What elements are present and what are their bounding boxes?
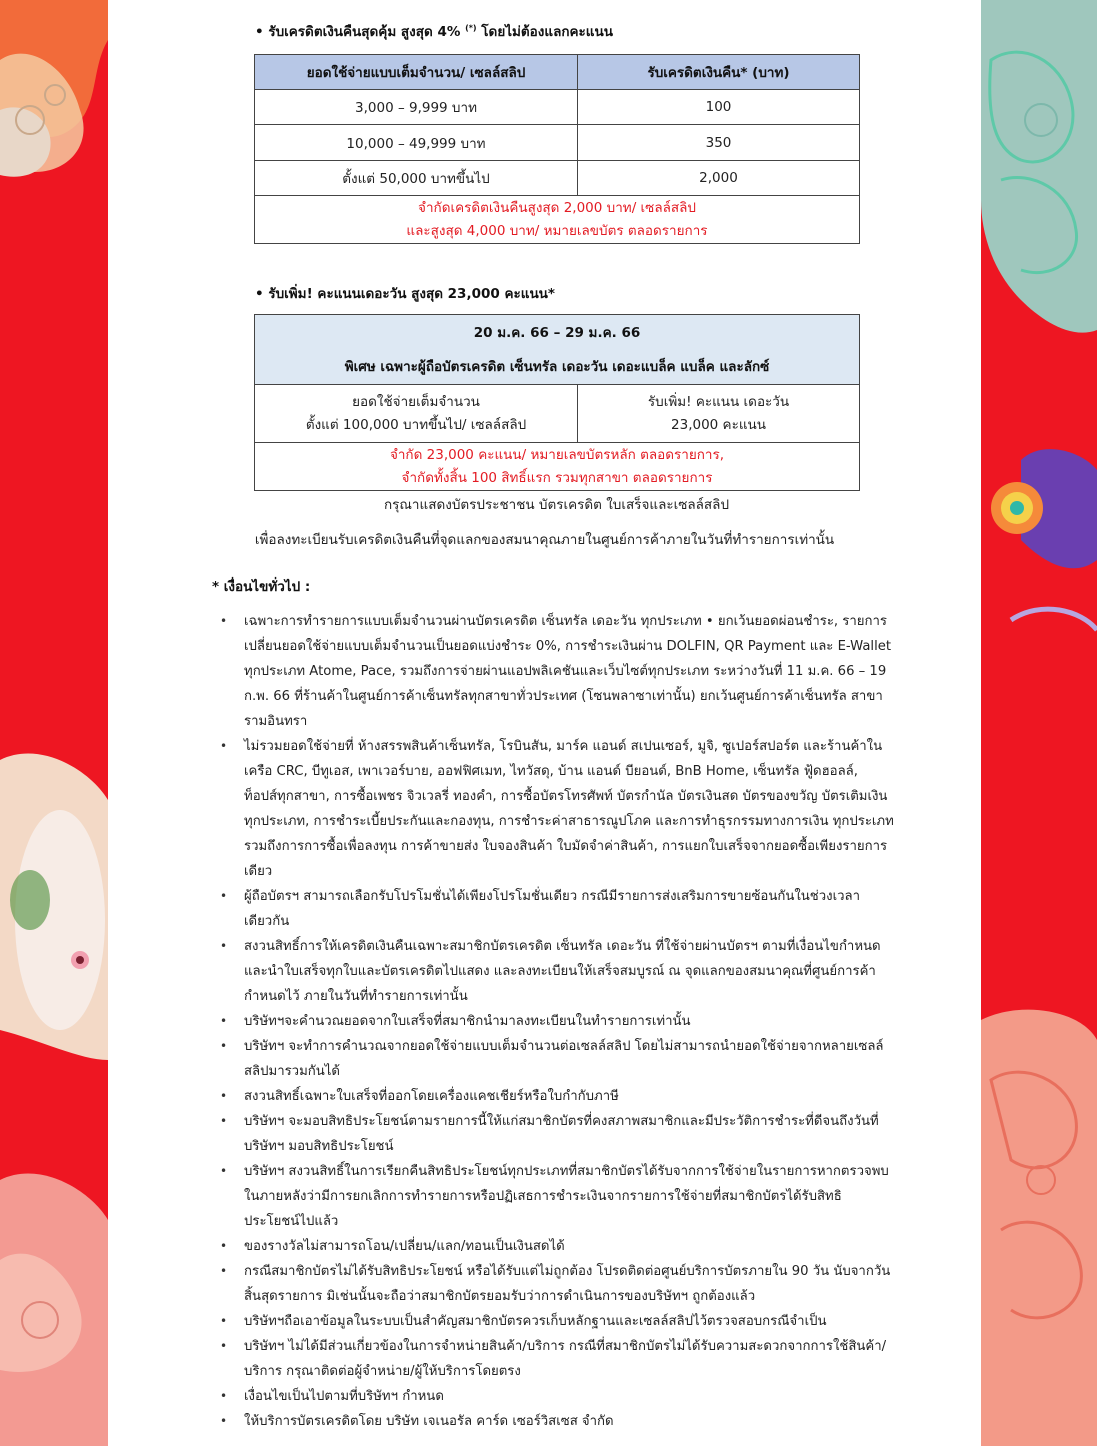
list-item: • บริษัทฯจะคำนวณยอดจากใบเสร็จที่สมาชิกนำมาลงทะเบียนในทำรายการเท่านั้น [244,1009,894,1034]
section-heading-points [255,282,555,304]
cloud-illustration [0,0,108,1446]
right-decorative-border [981,0,1097,1446]
cell-line: ตั้งแต่ 100,000 บาทขึ้นไป/ เซลล์สลิป [305,416,527,433]
column-header-cashback: รับเครดิตเงินคืน* (บาท) [578,55,860,90]
bullet: • [255,286,269,302]
table-row [255,161,860,196]
cell-line: ยอดใช้จ่ายเต็มจำนวน [352,393,480,410]
flower-illustration [991,482,1043,534]
table-row [255,90,860,125]
list-item: • บริษัทฯ จะทำการคำนวณจากยอดใช้จ่ายแบบเต็มจำนวนต่อเซลล์สลิป โดยไม่สามารถนำยอดใช้จ่ายจากหลายเซลล์สลิปมารวมกันได้ [244,1034,894,1084]
bullet: • [255,24,269,40]
column-header-spend: ยอดใช้จ่ายแบบเต็มจำนวน/ เซลล์สลิป [255,55,578,90]
heading-superscript: (*) [465,23,477,33]
heading-text: รับเพิ่ม! คะแนนเดอะวัน สูงสุด 23,000 คะแนน* [268,286,555,302]
content-panel [108,0,981,1446]
spend-cell: 10,000 – 49,999 บาท [255,125,578,161]
points-reward-cell [578,385,860,443]
list-item: • เงื่อนไขเป็นไปตามที่บริษัทฯ กำหนด [244,1384,894,1409]
list-item: • ไม่รวมยอดใช้จ่ายที่ ห้างสรรพสินค้าเซ็นทรัล, โรบินสัน, มาร์ค แอนด์ สเปนเซอร์, มูจิ, ซูเปอร์สปอร์ต และร้านค้าในเครือ CRC, บีทูเอส, เพาเวอร์บาย, ออฟฟิศเมท, ไทวัสดุ, บ้าน แอนด์ บียอนด์, BnB Home, เซ็นทรัล ฟู้ดฮอลล์, ท็อปส์ทุกสาขา, การซื้อเพชร จิวเวลรี่ ทองคำ, การซื้อบัตรโทรศัพท์ บัตรกำนัล บัตรเงินสด บัตรของขวัญ บัตรเติมเงินทุกประเภท, การชำระเบี้ยประกันและกองทุน, การชำระค่าสาธารณูปโภค และการทำธุรกรรมทางการเงิน ทุกประเภท รวมถึงการการซื้อเพื่อลงทุน การค้าขายส่ง ใบจองสินค้า ใบมัดจำค่าสินค้า, การแยกใบเสร็จจากยอดซื้อเพียงรายการเดียว [244,734,894,884]
spend-cell: ตั้งแต่ 50,000 บาทขึ้นไป [255,161,578,196]
register-note: เพื่อลงทะเบียนรับเครดิตเงินคืนที่จุดแลกของสมนาคุณภายในศูนย์การค้าภายในวันที่ทำรายการเท่านั้น [254,532,835,548]
list-item: • บริษัทฯ ไม่ได้มีส่วนเกี่ยวข้องในการจำหน่ายสินค้า/บริการ กรณีที่สมาชิกบัตรไม่ได้รับความสะดวกจากการใช้สินค้า/บริการ กรุณาติดต่อผู้จำหน่าย/ผู้ให้บริการโดยตรง [244,1334,894,1384]
list-item: • ของรางวัลไม่สามารถโอน/เปลี่ยน/แลก/ทอนเป็นเงินสดได้ [244,1234,894,1259]
note-line: จำกัดเครดิตเงินคืนสูงสุด 2,000 บาท/ เซลล์สลิป [418,199,696,216]
conditions-title: * เงื่อนไขทั่วไป : [212,579,311,595]
spend-condition-cell [255,385,578,443]
note-line: และสูงสุด 4,000 บาท/ หมายเลขบัตร ตลอดรายการ [406,222,708,239]
cashback-table [254,54,860,244]
heading-text: รับเครดิตเงินคืนสุดคุ้ม สูงสุด 4% [268,24,461,40]
cashback-limit-note [255,196,860,244]
note-line: จำกัด 23,000 คะแนน/ หมายเลขบัตรหลัก ตลอดรายการ, [389,446,725,463]
left-decorative-border [0,0,108,1446]
note-line: จำกัดทั้งสิ้น 100 สิทธิ์แรก รวมทุกสาขา ตลอดรายการ [401,469,713,486]
promo-period: 20 ม.ค. 66 – 29 ม.ค. 66 [473,324,641,341]
list-item: • ผู้ถือบัตรฯ สามารถเลือกรับโปรโมชั่นได้เพียงโปรโมชั่นเดียว กรณีมีรายการส่งเสริมการขายซ้อนกันในช่วงเวลาเดียวกัน [244,884,894,934]
table-note-row [255,196,860,244]
table-row [255,385,860,443]
cell-line: รับเพิ่ม! คะแนน เดอะวัน [647,393,790,410]
cloud-illustration [981,0,1097,1446]
list-item: • บริษัทฯ จะมอบสิทธิประโยชน์ตามรายการนี้ให้แก่สมาชิกบัตรที่คงสภาพสมาชิกและมีประวัติการชำระที่ดีจนถึงวันที่บริษัทฯ มอบสิทธิประโยชน์ [244,1109,894,1159]
cashback-cell: 100 [578,90,860,125]
table-note-row [255,443,860,491]
points-table [254,314,860,491]
points-table-header [255,315,860,385]
list-item: • สงวนสิทธิ์เฉพาะใบเสร็จที่ออกโดยเครื่องแคชเชียร์หรือใบกำกับภาษี [244,1084,894,1109]
list-item: • บริษัทฯ สงวนสิทธิ์ในการเรียกคืนสิทธิประโยชน์ทุกประเภทที่สมาชิกบัตรได้รับจากการใช้จ่ายในรายการหากตรวจพบในภายหลังว่ามีการยกเลิกการทำรายการหรือปฏิเสธการชำระเงินจากรายการใช้จ่ายที่สมาชิกบัตรได้รับสิทธิประโยชน์ไปแล้ว [244,1159,894,1234]
id-card-note: กรุณาแสดงบัตรประชาชน บัตรเครดิต ใบเสร็จและเซลล์สลิป [383,497,730,513]
list-item: • บริษัทฯถือเอาข้อมูลในระบบเป็นสำคัญสมาชิกบัตรควรเก็บหลักฐานและเซลล์สลิปไว้ตรวจสอบกรณีจำเป็น [244,1309,894,1334]
points-limit-note [255,443,860,491]
list-item: • สงวนสิทธิ์การให้เครดิตเงินคืนเฉพาะสมาชิกบัตรเครดิต เซ็นทรัล เดอะวัน ที่ใช้จ่ายผ่านบัตรฯ ตามที่เงื่อนไขกำหนดและนำใบเสร็จทุกใบและบัตรเครดิตไปแสดง และลงทะเบียนให้เสร็จสมบูรณ์ ณ จุดแลกของสมนาคุณที่ศูนย์การค้ากำหนดไว้ ภายในวันที่ทำรายการเท่านั้น [244,934,894,1009]
spend-cell: 3,000 – 9,999 บาท [255,90,578,125]
section-heading-cashback [255,20,613,42]
cashback-cell: 2,000 [578,161,860,196]
table-row [255,125,860,161]
conditions-list [218,609,894,1434]
heading-tail: โดยไม่ต้องแลกคะแนน [481,24,613,40]
eligibility-text: พิเศษ เฉพาะผู้ถือบัตรเครดิต เซ็นทรัล เดอะวัน เดอะแบล็ค แบล็ค และลักซ์ [344,358,770,375]
list-item: • ให้บริการบัตรเครดิตโดย บริษัท เจเนอรัล คาร์ด เซอร์วิสเซส จำกัด [244,1409,894,1434]
list-item: • เฉพาะการทำรายการแบบเต็มจำนวนผ่านบัตรเครดิต เซ็นทรัล เดอะวัน ทุกประเภท • ยกเว้นยอดผ่อนชำระ, รายการเปลี่ยนยอดใช้จ่ายแบบเต็มจำนวนเป็นยอดแบ่งชำระ 0%, การชำระเงินผ่าน DOLFIN, QR Payment และ E-Wallet ทุกประเภท Atome, Pace, รวมถึงการจ่ายผ่านแอปพลิเคชันและเว็บไซต์ทุกประเภท ระหว่างวันที่ 11 ม.ค. 66 – 19 ก.พ. 66 ที่ร้านค้าในศูนย์การค้าเซ็นทรัลทุกสาขาทั่วประเทศ (โซนพลาซาเท่านั้น) ยกเว้นศูนย์การค้าเซ็นทรัล สาขารามอินทรา [244,609,894,734]
list-item: • กรณีสมาชิกบัตรไม่ได้รับสิทธิประโยชน์ หรือได้รับแต่ไม่ถูกต้อง โปรดติดต่อศูนย์บริการบัตรภายใน 90 วัน นับจากวันสิ้นสุดรายการ มิเช่นนั้นจะถือว่าสมาชิกบัตรยอมรับว่าการดำเนินการของบริษัทฯ ถูกต้องแล้ว [244,1259,894,1309]
cashback-cell: 350 [578,125,860,161]
cell-line: 23,000 คะแนน [671,416,766,433]
